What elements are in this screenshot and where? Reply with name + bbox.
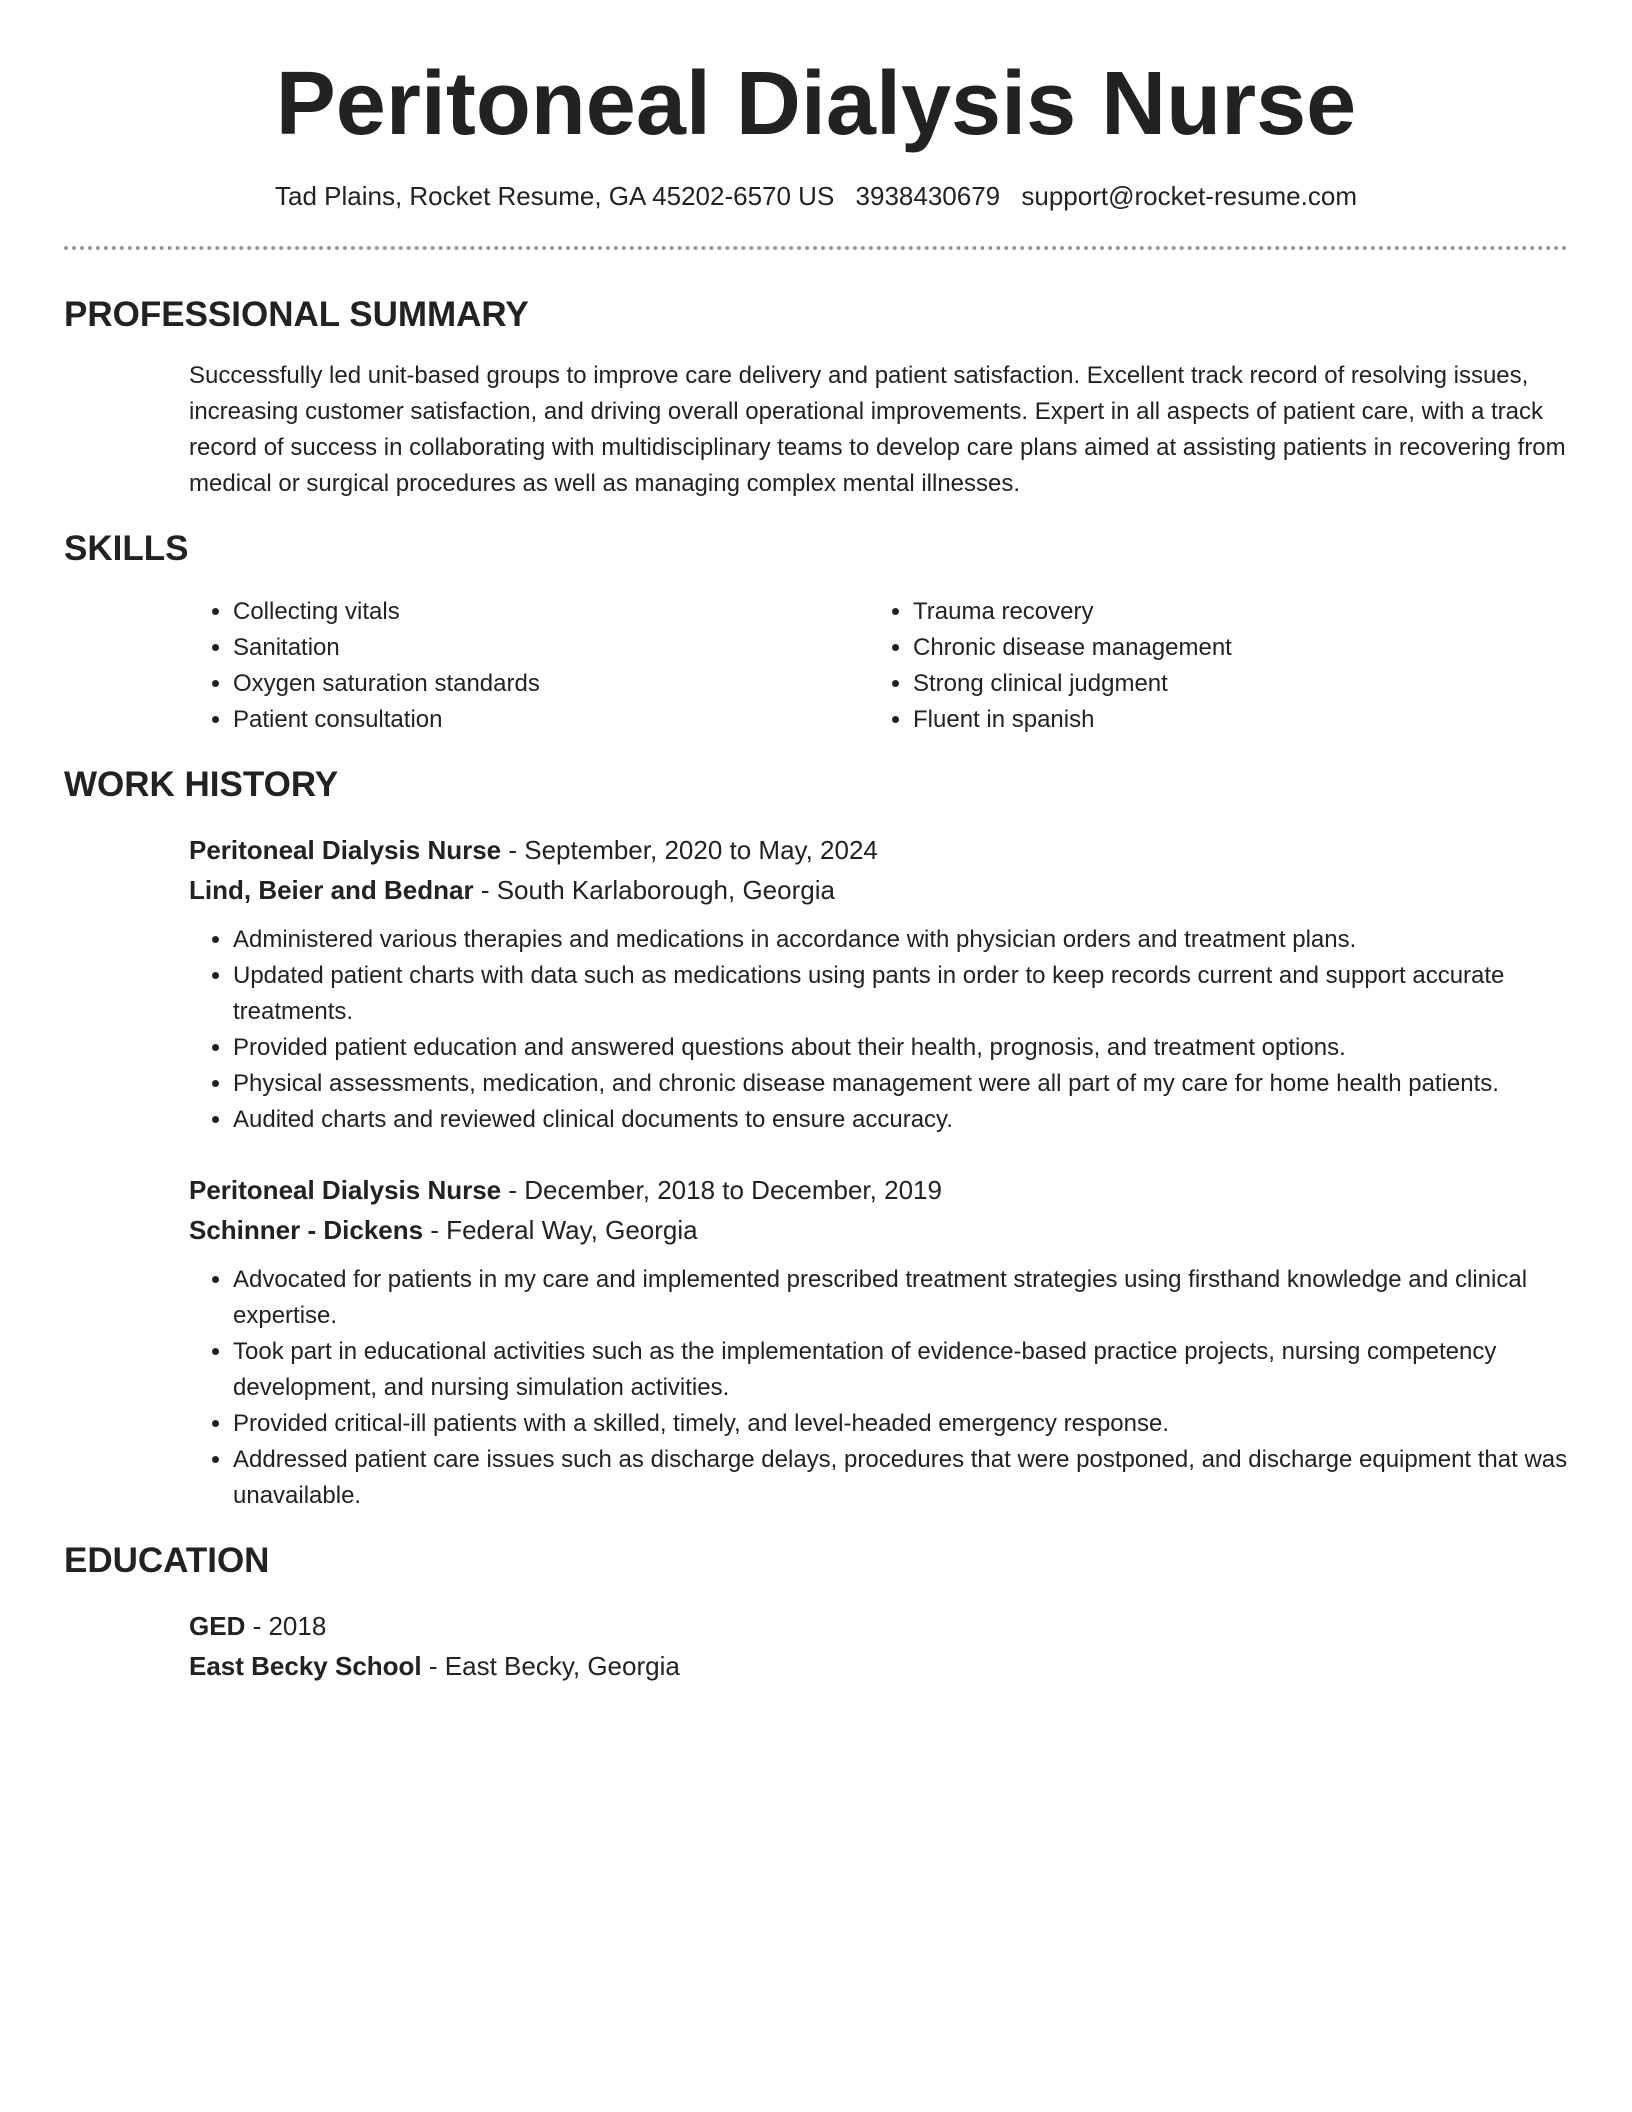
job-bullet: • Advocated for patients in my care and implemented prescribed treatment strategies using firsthand knowledge and clinical expertise.: [233, 1262, 1568, 1334]
education-title: EDUCATION: [64, 1541, 270, 1580]
job-role-line: [189, 1170, 1568, 1210]
job-bullet: • Audited charts and reviewed clinical documents to ensure accuracy.: [233, 1102, 1568, 1138]
skill-item: • Patient consultation: [233, 702, 869, 738]
job-entry: [189, 830, 1568, 1138]
candidate-name: Peritoneal Dialysis Nurse: [275, 54, 1357, 154]
work-title: WORK HISTORY: [64, 765, 339, 804]
education-school-line: [189, 1646, 1568, 1686]
skill-item: • Fluent in spanish: [913, 702, 1549, 738]
job-role: Peritoneal Dialysis Nurse: [189, 1175, 502, 1205]
contact-line: [64, 180, 1568, 212]
education-section: [64, 1540, 1568, 1686]
skill-item: • Oxygen saturation standards: [233, 666, 869, 702]
job-bullet: • Physical assessments, medication, and chronic disease management were all part of my care for home health patients.: [233, 1066, 1568, 1102]
education-school: East Becky School: [189, 1651, 422, 1681]
skills-column-right: [869, 594, 1549, 738]
education-degree: GED: [189, 1611, 246, 1641]
job-company: Lind, Beier and Bednar: [189, 875, 474, 905]
job-company-line: [189, 1210, 1568, 1250]
education-location: - East Becky, Georgia: [421, 1651, 680, 1681]
skill-item: • Trauma recovery: [913, 594, 1549, 630]
job-bullet: • Provided patient education and answered questions about their health, prognosis, and treatment options.: [233, 1030, 1568, 1066]
education-year: - 2018: [245, 1611, 327, 1641]
skill-item: • Collecting vitals: [233, 594, 869, 630]
skills-title: SKILLS: [64, 529, 189, 568]
job-entry: [189, 1170, 1568, 1514]
skills-column-left: [189, 594, 869, 738]
job-bullet: • Addressed patient care issues such as discharge delays, procedures that were postponed, and discharge equipment that was unavailable.: [233, 1442, 1568, 1514]
job-bullet: • Updated patient charts with data such as medications using pants in order to keep records current and support accurate treatments.: [233, 958, 1568, 1030]
job-role: Peritoneal Dialysis Nurse: [189, 835, 502, 865]
job-bullet: • Administered various therapies and medications in accordance with physician orders and treatment plans.: [233, 922, 1568, 958]
job-location: - South Karlaborough, Georgia: [473, 875, 835, 905]
summary-text: Successfully led unit-based groups to improve care delivery and patient satisfaction. Excellent track record of resolving issues, increasing customer satisfaction, and driving overall operational improvements. Expert in all aspects of patient care, with a track record of success in collaborating with multidisciplinary teams to develop care plans aimed at assisting patients in recovering from medical or surgical procedures as well as managing complex mental illnesses.: [189, 362, 1566, 497]
contact-address: Tad Plains, Rocket Resume, GA 45202-6570 US: [274, 181, 835, 211]
work-section: [64, 764, 1568, 1514]
education-degree-line: [189, 1606, 1568, 1646]
job-dates: - September, 2020 to May, 2024: [501, 835, 878, 865]
header-divider: [64, 246, 1568, 250]
summary-section: [64, 294, 1568, 502]
job-role-line: [189, 830, 1568, 870]
job-bullet: • Provided critical-ill patients with a skilled, timely, and level-headed emergency response.: [233, 1406, 1568, 1442]
skill-item: • Sanitation: [233, 630, 869, 666]
skill-item: • Strong clinical judgment: [913, 666, 1549, 702]
job-company: Schinner - Dickens: [189, 1215, 424, 1245]
job-bullets: [189, 1262, 1568, 1514]
job-company-line: [189, 870, 1568, 910]
job-bullet: • Took part in educational activities such as the implementation of evidence-based practice projects, nursing competency development, and nursing simulation activities.: [233, 1334, 1568, 1406]
contact-phone: 3938430679: [855, 181, 1001, 211]
skill-item: • Chronic disease management: [913, 630, 1549, 666]
summary-title: PROFESSIONAL SUMMARY: [64, 295, 529, 334]
skills-section: [64, 528, 1568, 738]
job-bullets: [189, 922, 1568, 1138]
job-location: - Federal Way, Georgia: [423, 1215, 698, 1245]
job-dates: - December, 2018 to December, 2019: [501, 1175, 942, 1205]
contact-email: support@rocket-resume.com: [1021, 181, 1357, 211]
